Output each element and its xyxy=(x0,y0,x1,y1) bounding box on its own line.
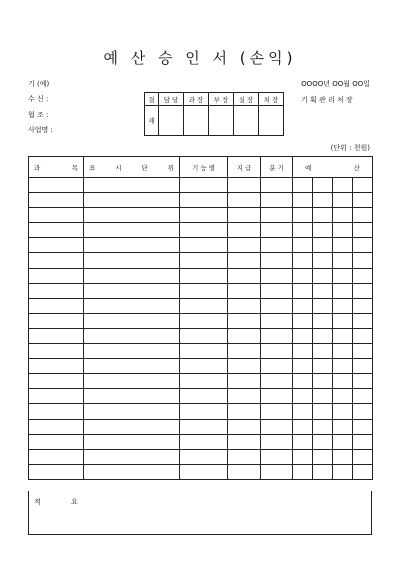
header-budget: 예 산 xyxy=(293,157,373,178)
table-cell[interactable] xyxy=(333,283,353,298)
table-cell[interactable] xyxy=(84,313,180,328)
table-cell[interactable] xyxy=(333,223,353,238)
table-cell[interactable] xyxy=(353,449,373,464)
table-cell[interactable] xyxy=(353,283,373,298)
table-cell[interactable] xyxy=(353,344,373,359)
table-cell[interactable] xyxy=(293,449,313,464)
table-cell[interactable] xyxy=(228,313,261,328)
table-cell[interactable] xyxy=(333,208,353,223)
table-cell[interactable] xyxy=(261,328,293,343)
table-cell[interactable] xyxy=(84,268,180,283)
department-name: 기 획 관 리 처 장 xyxy=(301,96,353,104)
table-cell[interactable] xyxy=(228,464,261,479)
approval-role: 과 장 xyxy=(184,93,209,106)
table-cell[interactable] xyxy=(228,208,261,223)
document-title: 예 산 승 인 서 (손익) xyxy=(103,49,297,67)
table-cell[interactable] xyxy=(293,419,313,434)
table-cell[interactable] xyxy=(180,434,228,449)
table-cell[interactable] xyxy=(293,374,313,389)
table-cell[interactable] xyxy=(84,344,180,359)
table-cell[interactable] xyxy=(228,449,261,464)
approval-sign-cell[interactable] xyxy=(184,106,209,136)
table-cell[interactable] xyxy=(313,404,333,419)
table-cell[interactable] xyxy=(261,238,293,253)
field-label-project: 사업명 : xyxy=(28,126,53,134)
table-cell[interactable] xyxy=(29,253,84,268)
table-cell[interactable] xyxy=(180,419,228,434)
table-cell[interactable] xyxy=(180,359,228,374)
table-cell[interactable] xyxy=(228,389,261,404)
table-cell[interactable] xyxy=(84,404,180,419)
table-cell[interactable] xyxy=(313,313,333,328)
table-cell[interactable] xyxy=(353,313,373,328)
table-cell[interactable] xyxy=(313,374,333,389)
table-cell[interactable] xyxy=(261,298,293,313)
table-cell[interactable] xyxy=(180,193,228,208)
table-cell[interactable] xyxy=(29,268,84,283)
table-cell[interactable] xyxy=(261,464,293,479)
table-cell[interactable] xyxy=(228,298,261,313)
approval-role: 담 당 xyxy=(159,93,184,106)
table-cell[interactable] xyxy=(353,419,373,434)
table-cell[interactable] xyxy=(313,434,333,449)
table-cell[interactable] xyxy=(333,374,353,389)
table-row xyxy=(29,404,373,419)
table-cell[interactable] xyxy=(180,464,228,479)
table-cell[interactable] xyxy=(333,449,353,464)
table-cell[interactable] xyxy=(333,193,353,208)
table-cell[interactable] xyxy=(333,178,353,193)
table-cell[interactable] xyxy=(29,404,84,419)
header-subject: 과 목 xyxy=(29,157,84,178)
table-cell[interactable] xyxy=(84,374,180,389)
table-cell[interactable] xyxy=(333,328,353,343)
table-row xyxy=(29,359,373,374)
table-cell[interactable] xyxy=(84,419,180,434)
approval-sign-cell[interactable] xyxy=(234,106,259,136)
document-date: OOOO년 OO월 OO일 xyxy=(301,80,370,88)
table-cell[interactable] xyxy=(353,464,373,479)
table-cell[interactable] xyxy=(313,464,333,479)
budget-table xyxy=(28,156,373,480)
table-cell[interactable] xyxy=(180,253,228,268)
table-cell[interactable] xyxy=(228,404,261,419)
approval-role: 실 장 xyxy=(234,93,259,106)
table-cell[interactable] xyxy=(228,419,261,434)
summary-label: 적 요 xyxy=(34,498,92,506)
table-row xyxy=(29,298,373,313)
table-cell[interactable] xyxy=(84,389,180,404)
table-cell[interactable] xyxy=(180,404,228,419)
table-row xyxy=(29,449,373,464)
table-cell[interactable] xyxy=(293,404,313,419)
table-cell[interactable] xyxy=(313,283,333,298)
table-cell[interactable] xyxy=(293,328,313,343)
table-cell[interactable] xyxy=(180,208,228,223)
table-cell[interactable] xyxy=(353,223,373,238)
table-cell[interactable] xyxy=(180,328,228,343)
table-cell[interactable] xyxy=(313,419,333,434)
table-cell[interactable] xyxy=(333,268,353,283)
table-cell[interactable] xyxy=(353,359,373,374)
table-cell[interactable] xyxy=(84,178,180,193)
table-cell[interactable] xyxy=(293,359,313,374)
table-cell[interactable] xyxy=(293,313,313,328)
table-cell[interactable] xyxy=(333,464,353,479)
table-cell[interactable] xyxy=(333,238,353,253)
table-cell[interactable] xyxy=(29,374,84,389)
table-cell[interactable] xyxy=(293,464,313,479)
approval-side-bottom: 재 xyxy=(145,106,159,136)
table-cell[interactable] xyxy=(84,298,180,313)
table-cell[interactable] xyxy=(180,223,228,238)
table-cell[interactable] xyxy=(261,193,293,208)
table-row xyxy=(29,313,373,328)
table-row xyxy=(29,178,373,193)
table-header-row xyxy=(29,157,373,178)
table-cell[interactable] xyxy=(228,328,261,343)
table-cell[interactable] xyxy=(261,389,293,404)
field-label-recipient: 수 신 : xyxy=(28,95,49,103)
table-row xyxy=(29,253,373,268)
table-cell[interactable] xyxy=(29,208,84,223)
table-cell[interactable] xyxy=(313,268,333,283)
table-cell[interactable] xyxy=(293,268,313,283)
table-cell[interactable] xyxy=(313,298,333,313)
table-cell[interactable] xyxy=(353,298,373,313)
table-cell[interactable] xyxy=(228,283,261,298)
table-cell[interactable] xyxy=(313,328,333,343)
table-cell[interactable] xyxy=(293,223,313,238)
table-row xyxy=(29,419,373,434)
header-quarter: 분 기 xyxy=(261,157,293,178)
table-cell[interactable] xyxy=(29,359,84,374)
table-cell[interactable] xyxy=(293,178,313,193)
table-cell[interactable] xyxy=(261,344,293,359)
table-row xyxy=(29,283,373,298)
table-cell[interactable] xyxy=(261,268,293,283)
table-cell[interactable] xyxy=(228,268,261,283)
table-cell[interactable] xyxy=(228,344,261,359)
table-cell[interactable] xyxy=(261,178,293,193)
table-cell[interactable] xyxy=(180,238,228,253)
table-row xyxy=(29,328,373,343)
table-row xyxy=(29,374,373,389)
table-cell[interactable] xyxy=(313,178,333,193)
table-cell[interactable] xyxy=(333,404,353,419)
table-cell[interactable] xyxy=(180,449,228,464)
table-cell[interactable] xyxy=(228,223,261,238)
table-cell[interactable] xyxy=(180,313,228,328)
table-cell[interactable] xyxy=(180,268,228,283)
table-cell[interactable] xyxy=(353,404,373,419)
table-cell[interactable] xyxy=(333,434,353,449)
table-cell[interactable] xyxy=(180,389,228,404)
table-cell[interactable] xyxy=(261,449,293,464)
table-row xyxy=(29,434,373,449)
approval-sign-cell[interactable] xyxy=(209,106,234,136)
table-cell[interactable] xyxy=(293,389,313,404)
approval-side-top: 결 xyxy=(145,93,159,106)
table-cell[interactable] xyxy=(333,359,353,374)
table-cell[interactable] xyxy=(261,359,293,374)
table-row xyxy=(29,344,373,359)
table-cell[interactable] xyxy=(228,193,261,208)
table-cell[interactable] xyxy=(333,419,353,434)
table-cell[interactable] xyxy=(84,238,180,253)
table-cell[interactable] xyxy=(84,464,180,479)
table-cell[interactable] xyxy=(261,434,293,449)
table-cell[interactable] xyxy=(313,253,333,268)
table-cell[interactable] xyxy=(228,253,261,268)
table-cell[interactable] xyxy=(228,434,261,449)
table-row xyxy=(29,464,373,479)
table-cell[interactable] xyxy=(84,359,180,374)
table-cell[interactable] xyxy=(29,313,84,328)
table-cell[interactable] xyxy=(29,283,84,298)
table-cell[interactable] xyxy=(84,223,180,238)
table-cell[interactable] xyxy=(29,223,84,238)
table-cell[interactable] xyxy=(180,374,228,389)
table-cell[interactable] xyxy=(293,283,313,298)
approval-box xyxy=(144,92,284,136)
table-cell[interactable] xyxy=(29,389,84,404)
table-cell[interactable] xyxy=(333,253,353,268)
table-cell[interactable] xyxy=(84,193,180,208)
table-cell[interactable] xyxy=(84,253,180,268)
table-cell[interactable] xyxy=(313,193,333,208)
table-cell[interactable] xyxy=(29,464,84,479)
table-cell[interactable] xyxy=(293,193,313,208)
table-cell[interactable] xyxy=(228,359,261,374)
table-cell[interactable] xyxy=(261,313,293,328)
table-cell[interactable] xyxy=(353,238,373,253)
table-cell[interactable] xyxy=(293,344,313,359)
table-cell[interactable] xyxy=(261,374,293,389)
summary-box[interactable] xyxy=(28,491,372,535)
table-cell[interactable] xyxy=(29,193,84,208)
table-cell[interactable] xyxy=(180,178,228,193)
table-cell[interactable] xyxy=(84,449,180,464)
table-row xyxy=(29,193,373,208)
table-cell[interactable] xyxy=(353,328,373,343)
table-cell[interactable] xyxy=(29,178,84,193)
table-cell[interactable] xyxy=(84,434,180,449)
table-cell[interactable] xyxy=(313,449,333,464)
table-cell[interactable] xyxy=(353,253,373,268)
table-cell[interactable] xyxy=(313,359,333,374)
field-label-cooperation: 협 조 : xyxy=(28,111,49,119)
table-cell[interactable] xyxy=(293,238,313,253)
table-cell[interactable] xyxy=(353,434,373,449)
table-cell[interactable] xyxy=(353,268,373,283)
table-cell[interactable] xyxy=(333,389,353,404)
table-cell[interactable] xyxy=(29,238,84,253)
table-cell[interactable] xyxy=(29,298,84,313)
table-cell[interactable] xyxy=(261,283,293,298)
table-cell[interactable] xyxy=(261,253,293,268)
unit-label: (단위 : 천원) xyxy=(330,144,370,152)
table-cell[interactable] xyxy=(293,298,313,313)
table-cell[interactable] xyxy=(353,389,373,404)
table-cell[interactable] xyxy=(333,298,353,313)
field-label-ki: 기 (예) xyxy=(28,80,50,88)
table-row xyxy=(29,208,373,223)
table-row xyxy=(29,268,373,283)
table-cell[interactable] xyxy=(228,178,261,193)
table-cell[interactable] xyxy=(293,253,313,268)
table-cell[interactable] xyxy=(261,404,293,419)
table-cell[interactable] xyxy=(180,298,228,313)
table-cell[interactable] xyxy=(228,374,261,389)
table-cell[interactable] xyxy=(333,313,353,328)
table-cell[interactable] xyxy=(261,208,293,223)
table-cell[interactable] xyxy=(313,238,333,253)
approval-sign-cell[interactable] xyxy=(259,106,284,136)
header-display-unit: 표 시 단 위 xyxy=(84,157,180,178)
table-cell[interactable] xyxy=(84,283,180,298)
table-cell[interactable] xyxy=(29,344,84,359)
approval-role: 부 장 xyxy=(209,93,234,106)
table-row xyxy=(29,389,373,404)
table-cell[interactable] xyxy=(84,328,180,343)
table-cell[interactable] xyxy=(84,208,180,223)
table-cell[interactable] xyxy=(180,344,228,359)
table-cell[interactable] xyxy=(29,328,84,343)
table-cell[interactable] xyxy=(353,178,373,193)
table-cell[interactable] xyxy=(228,238,261,253)
table-cell[interactable] xyxy=(313,344,333,359)
table-cell[interactable] xyxy=(29,434,84,449)
table-cell[interactable] xyxy=(313,389,333,404)
table-row xyxy=(29,223,373,238)
table-cell[interactable] xyxy=(353,208,373,223)
table-row xyxy=(29,238,373,253)
header-payment: 지 급 xyxy=(228,157,261,178)
table-cell[interactable] xyxy=(29,419,84,434)
header-function: 기 능 별 xyxy=(180,157,228,178)
table-cell[interactable] xyxy=(293,208,313,223)
table-cell[interactable] xyxy=(293,434,313,449)
table-cell[interactable] xyxy=(353,193,373,208)
table-cell[interactable] xyxy=(261,419,293,434)
table-cell[interactable] xyxy=(180,283,228,298)
approval-sign-cell[interactable] xyxy=(159,106,184,136)
table-cell[interactable] xyxy=(261,223,293,238)
table-cell[interactable] xyxy=(29,449,84,464)
approval-role: 처 장 xyxy=(259,93,284,106)
table-cell[interactable] xyxy=(313,223,333,238)
table-cell[interactable] xyxy=(353,374,373,389)
table-cell[interactable] xyxy=(333,344,353,359)
table-cell[interactable] xyxy=(313,208,333,223)
